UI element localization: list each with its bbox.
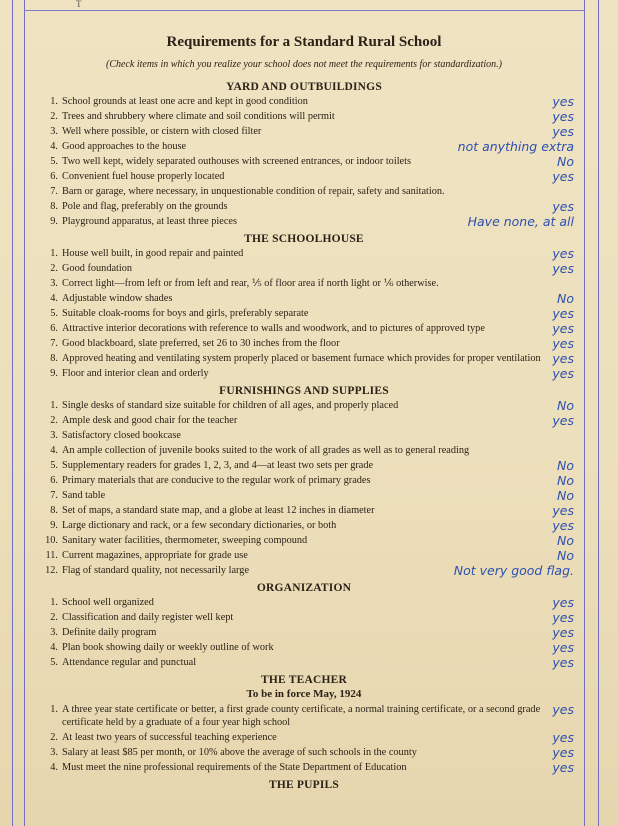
section-heading: FURNISHINGS AND SUPPLIES <box>219 385 389 397</box>
handwritten-answer: yes <box>552 321 574 336</box>
list-item <box>34 596 574 609</box>
item-number: 4. <box>50 141 58 152</box>
handwritten-answer: No <box>557 473 574 488</box>
list-item <box>34 262 574 275</box>
item-number: 6. <box>50 171 58 182</box>
item-number: 4. <box>50 293 58 304</box>
item-text: Barn or garage, where necessary, in unquestionable condition of repair, safety and sanitation. <box>62 186 445 197</box>
item-text: Classification and daily register well kept <box>62 612 234 623</box>
item-number: 5. <box>50 308 58 319</box>
list-item <box>34 731 574 744</box>
item-number: 4. <box>50 445 58 456</box>
item-number: 1. <box>50 248 58 259</box>
item-number: 3. <box>50 747 58 758</box>
item-number: 5. <box>50 156 58 167</box>
item-number: 7. <box>50 186 58 197</box>
item-number: 2. <box>50 612 58 623</box>
item-text: Salary at least $85 per month, or 10% above the average of such schools in the county <box>62 747 417 758</box>
item-text: Set of maps, a standard state map, and a globe at least 12 inches in diameter <box>62 505 375 516</box>
list-item <box>34 125 574 138</box>
handwritten-answer: yes <box>552 702 574 717</box>
item-number: 1. <box>50 704 58 715</box>
item-text: At least two years of successful teaching experience <box>62 732 277 743</box>
item-text: Good blackboard, slate preferred, set 26 to 30 inches from the floor <box>62 338 340 349</box>
page-title: Requirements for a Standard Rural School <box>166 34 442 50</box>
section-heading: THE TEACHER <box>260 674 348 686</box>
section-furnishings <box>34 385 574 577</box>
item-text: Playground apparatus, at least three pieces <box>62 216 237 227</box>
section-heading: YARD AND OUTBUILDINGS <box>226 81 382 93</box>
section-organization <box>34 582 574 669</box>
handwritten-answer: not anything extra <box>457 139 574 154</box>
item-text: Sanitary water facilities, thermometer, sweeping compound <box>62 535 308 546</box>
item-text: Adjustable window shades <box>62 293 173 304</box>
item-text: Primary materials that are conducive to the regular work of primary grades <box>62 475 371 486</box>
handwritten-answer: yes <box>552 730 574 745</box>
handwritten-answer: yes <box>552 306 574 321</box>
list-item <box>34 519 574 532</box>
item-text: Well where possible, or cistern with closed filter <box>62 126 262 137</box>
list-item <box>34 215 574 228</box>
handwritten-answer: yes <box>552 94 574 109</box>
margin-rule <box>12 0 13 826</box>
item-number: 9. <box>50 216 58 227</box>
handwritten-answer: No <box>557 398 574 413</box>
item-text: House well built, in good repair and painted <box>62 248 244 259</box>
item-text: Large dictionary and rack, or a few secondary dictionaries, or both <box>62 520 337 531</box>
handwritten-answer: No <box>557 488 574 503</box>
item-text: Floor and interior clean and orderly <box>62 368 209 379</box>
item-text: An ample collection of juvenile books suited to the work of all grades as well as to general reading <box>62 445 470 456</box>
item-number: 8. <box>50 353 58 364</box>
item-text: Correct light—from left or from left and rear, ⅕ of floor area if north light or ⅙ otherwise. <box>62 278 439 289</box>
item-text: Attractive interior decorations with reference to walls and woodwork, and to pictures of approved type <box>62 323 485 334</box>
list-item <box>34 626 574 639</box>
handwritten-answer: yes <box>552 655 574 670</box>
handwritten-answer: yes <box>552 640 574 655</box>
item-number: 2. <box>50 732 58 743</box>
handwritten-answer: yes <box>552 610 574 625</box>
item-number: 3. <box>50 126 58 137</box>
item-number: 1. <box>50 400 58 411</box>
handwritten-answer: yes <box>552 518 574 533</box>
item-text: Pole and flag, preferably on the grounds <box>62 201 228 212</box>
section-heading: THE SCHOOLHOUSE <box>244 233 364 245</box>
list-item <box>34 474 574 487</box>
top-rule <box>24 0 584 11</box>
item-number: 8. <box>50 201 58 212</box>
item-text: Single desks of standard size suitable for children of all ages, and properly placed <box>62 400 399 411</box>
list-item <box>34 95 574 108</box>
item-number: 2. <box>50 415 58 426</box>
section-yard <box>34 81 574 228</box>
item-list <box>34 95 574 228</box>
margin-rule <box>584 0 585 826</box>
handwritten-answer: yes <box>552 261 574 276</box>
list-item <box>34 399 574 412</box>
item-text: Plan book showing daily or weekly outline of work <box>62 642 274 653</box>
item-text: Attendance regular and punctual <box>62 657 197 668</box>
item-text: Trees and shrubbery where climate and soil conditions will permit <box>62 111 335 122</box>
list-item <box>34 155 574 168</box>
item-text: Suitable cloak-rooms for boys and girls, preferably separate <box>62 308 309 319</box>
handwritten-answer: yes <box>552 503 574 518</box>
handwritten-answer: yes <box>552 169 574 184</box>
list-item <box>34 414 574 427</box>
item-number: 1. <box>50 96 58 107</box>
item-text: Ample desk and good chair for the teacher <box>62 415 238 426</box>
list-item <box>34 459 574 472</box>
item-text: Two well kept, widely separated outhouses with screened entrances, or indoor toilets <box>62 156 411 167</box>
item-text: Must meet the nine professional requirements of the State Department of Education <box>62 762 407 773</box>
item-number: 1. <box>50 597 58 608</box>
list-item <box>34 140 574 153</box>
section-heading: THE PUPILS <box>268 779 340 791</box>
margin-rule <box>598 0 599 826</box>
handwritten-answer: No <box>557 533 574 548</box>
handwritten-answer: yes <box>552 336 574 351</box>
item-number: 7. <box>50 338 58 349</box>
item-number: 9. <box>50 520 58 531</box>
item-text: Good approaches to the house <box>62 141 187 152</box>
handwritten-answer: No <box>557 154 574 169</box>
list-item <box>34 292 574 305</box>
item-number: 9. <box>50 368 58 379</box>
form-content <box>34 34 574 793</box>
handwritten-answer: No <box>557 548 574 563</box>
item-number: 5. <box>50 460 58 471</box>
handwritten-answer: yes <box>552 124 574 139</box>
item-text: Supplementary readers for grades 1, 2, 3, and 4—at least two sets per grade <box>62 460 374 471</box>
item-number: 6. <box>50 323 58 334</box>
item-number: 10. <box>45 535 58 546</box>
item-text: Approved heating and ventilating system properly placed or basement furnace which provides for proper ventilation <box>62 353 541 364</box>
item-number: 8. <box>50 505 58 516</box>
list-item <box>34 504 574 517</box>
list-item <box>34 367 574 380</box>
list-item <box>34 170 574 183</box>
item-text: Definite daily program <box>62 627 157 638</box>
list-item <box>34 277 574 290</box>
handwritten-answer: yes <box>552 199 574 214</box>
item-text: Flag of standard quality, not necessarily large <box>62 565 250 576</box>
section-subheading: To be in force May, 1924 <box>246 688 362 700</box>
handwritten-answer: yes <box>552 745 574 760</box>
item-list <box>34 247 574 380</box>
list-item <box>34 429 574 442</box>
item-number: 3. <box>50 430 58 441</box>
list-item <box>34 185 574 198</box>
list-item <box>34 444 574 457</box>
item-text: School well organized <box>62 597 154 608</box>
item-text: Convenient fuel house properly located <box>62 171 225 182</box>
handwritten-answer: No <box>557 291 574 306</box>
list-item <box>34 307 574 320</box>
handwritten-answer: yes <box>552 246 574 261</box>
list-item <box>34 703 574 729</box>
item-number: 3. <box>50 278 58 289</box>
item-number: 2. <box>50 111 58 122</box>
list-item <box>34 656 574 669</box>
handwritten-answer: yes <box>552 625 574 640</box>
instructions-note: (Check items in which you realize your school does not meet the requirements for standardization.) <box>106 59 502 70</box>
list-item <box>34 549 574 562</box>
item-text: A three year state certificate or better, a first grade county certificate, a normal training certificate, or a second grade certificate held by a graduate of a four year high school <box>62 704 541 728</box>
handwritten-answer: yes <box>552 760 574 775</box>
item-number: 11. <box>45 550 58 561</box>
list-item <box>34 322 574 335</box>
handwritten-answer: yes <box>552 351 574 366</box>
list-item <box>34 337 574 350</box>
handwritten-answer: yes <box>552 366 574 381</box>
item-number: 7. <box>50 490 58 501</box>
list-item <box>34 761 574 774</box>
item-number: 4. <box>50 642 58 653</box>
section-pupils <box>34 779 574 791</box>
item-text: Current magazines, appropriate for grade use <box>62 550 248 561</box>
item-text: Sand table <box>62 490 106 501</box>
handwritten-answer: yes <box>552 413 574 428</box>
item-text: School grounds at least one acre and kept in good condition <box>62 96 308 107</box>
list-item <box>34 352 574 365</box>
list-item <box>34 110 574 123</box>
handwritten-answer: yes <box>552 109 574 124</box>
section-teacher <box>34 674 574 774</box>
section-heading: ORGANIZATION <box>256 582 352 594</box>
list-item <box>34 247 574 260</box>
list-item <box>34 534 574 547</box>
list-item <box>34 641 574 654</box>
item-number: 12. <box>45 565 58 576</box>
item-text: Satisfactory closed bookcase <box>62 430 181 441</box>
list-item <box>34 746 574 759</box>
margin-rule <box>24 0 25 826</box>
item-number: 3. <box>50 627 58 638</box>
item-number: 2. <box>50 263 58 274</box>
handwritten-answer: No <box>557 458 574 473</box>
list-item <box>34 564 574 577</box>
top-mark: T <box>76 0 82 9</box>
handwritten-answer: Not very good flag. <box>453 563 574 578</box>
item-list <box>34 596 574 669</box>
item-number: 6. <box>50 475 58 486</box>
list-item <box>34 611 574 624</box>
item-list <box>34 399 574 577</box>
item-text: Good foundation <box>62 263 133 274</box>
item-list <box>34 703 574 774</box>
handwritten-answer: Have none, at all <box>467 214 574 229</box>
item-number: 4. <box>50 762 58 773</box>
section-schoolhouse <box>34 233 574 380</box>
handwritten-answer: yes <box>552 595 574 610</box>
item-number: 5. <box>50 657 58 668</box>
list-item <box>34 200 574 213</box>
list-item <box>34 489 574 502</box>
